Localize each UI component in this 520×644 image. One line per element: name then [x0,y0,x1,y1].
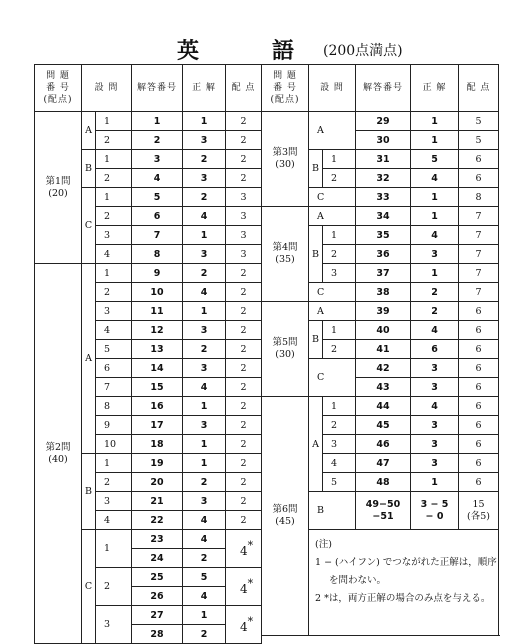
sub-index: 4 [96,511,132,530]
header-correct: 正 解 [411,65,459,112]
points: 8 [459,188,499,207]
correct-answer: 4 [411,169,459,188]
sub-index: 3 [96,302,132,321]
correct-answer: 2 [183,188,226,207]
answer-no: 14 [132,359,183,378]
answer-no: 38 [356,283,411,302]
answer-no: 48 [356,473,411,492]
points: 2 [226,397,262,416]
points: 3 [226,226,262,245]
sub-index: 2 [323,340,356,359]
correct-answer: 2 [411,283,459,302]
table-row [262,302,499,321]
correct-answer: 4 [183,283,226,302]
answer-no: 3 [132,150,183,169]
correct-answer: 5 [411,150,459,169]
group-label: A [82,264,96,454]
sub-index: 9 [96,416,132,435]
points: 6 [459,359,499,378]
answer-no: 12 [132,321,183,340]
points: 5 [459,131,499,150]
points: 3 [226,245,262,264]
sub-index: 10 [96,435,132,454]
answer-no: 39 [356,302,411,321]
correct-answer: 3 [411,359,459,378]
sub-index: 3 [96,492,132,511]
points-star [226,530,262,568]
points: 7 [459,283,499,302]
correct-answer: 3 [411,454,459,473]
correct-answer: 2 [183,473,226,492]
answer-no: 21 [132,492,183,511]
points-star [226,606,262,644]
correct-answer: 3 [183,169,226,188]
correct-answer: 2 [183,264,226,283]
points: 2 [226,416,262,435]
points: 6 [459,454,499,473]
group-label: B [309,150,323,188]
sub-index: 2 [96,473,132,492]
points: 2 [226,359,262,378]
answer-no: 36 [356,245,411,264]
section-label: 第1問 (20) [35,112,82,264]
section-label: 第5問 (30) [262,302,309,397]
correct-answer: 1 [183,397,226,416]
answer-no: 40 [356,321,411,340]
correct-answer: 1 [411,473,459,492]
note-1a: 1 − (ハイフン) でつながれた正解は，順序 [315,557,497,568]
correct-answer: 1 [183,302,226,321]
header-answer-no: 解答番号 [132,65,183,112]
points: 4 [240,620,248,634]
correct-answer: 2 [183,625,226,644]
title-char-1: 英 [177,38,200,64]
answer-no: 9 [132,264,183,283]
answer-no: 45 [356,416,411,435]
answer-no: 29 [356,112,411,131]
section-label: 第6問 (45) [262,397,309,636]
points-star [226,568,262,606]
header-row [262,65,499,112]
group-label: C [82,530,96,644]
group-label: C [309,188,356,207]
answer-no: 19 [132,454,183,473]
correct-answer: 3 [183,245,226,264]
sub-index: 6 [96,359,132,378]
sub-index: 3 [96,606,132,644]
correct-answer: 1 [411,131,459,150]
correct-answer: 1 [411,207,459,226]
group-label: C [309,283,356,302]
answer-table-left [34,64,262,644]
points: 2 [226,150,262,169]
points: 6 [459,302,499,321]
correct-answer: 3 [411,416,459,435]
group-label: A [309,302,356,321]
sub-index: 1 [323,150,356,169]
sub-index: 2 [96,283,132,302]
sub-index: 1 [96,264,132,283]
points: 2 [226,169,262,188]
points: 3 [226,207,262,226]
points: 7 [459,207,499,226]
correct-answer: 3 [183,492,226,511]
header-answer-no: 解答番号 [356,65,411,112]
group-label: B [82,454,96,530]
answer-no: 43 [356,378,411,397]
answer-no: 31 [356,150,411,169]
group-label: C [82,188,96,264]
group-label: A [309,112,356,150]
answer-no: 35 [356,226,411,245]
answer-no: 47 [356,454,411,473]
points: 6 [459,435,499,454]
correct-answer: 1 [411,264,459,283]
group-label: C [309,359,356,397]
group-label: B [82,150,96,188]
answer-no: 46 [356,435,411,454]
table-row [262,112,499,131]
page-title [0,34,520,64]
answer-no: 18 [132,435,183,454]
correct-answer: 4 [183,378,226,397]
answer-no: 34 [356,207,411,226]
sub-index: 1 [96,188,132,207]
answer-no: 15 [132,378,183,397]
header-correct: 正 解 [183,65,226,112]
points: 4 [240,544,248,558]
answer-no: 22 [132,511,183,530]
points: 2 [226,302,262,321]
answer-no: 26 [132,587,183,606]
sub-index: 3 [323,264,356,283]
sub-index: 2 [96,169,132,188]
points: 2 [226,473,262,492]
answer-no: 28 [132,625,183,644]
correct-answer: 3 [411,378,459,397]
points: 3 [226,188,262,207]
answer-no: 11 [132,302,183,321]
notes [309,530,499,636]
points: 2 [226,492,262,511]
correct-answer: 1 [183,226,226,245]
correct-answer: 4 [183,587,226,606]
correct-answer: 4 [183,530,226,549]
header-points: 配 点 [226,65,262,112]
header-row [35,65,262,112]
table-row [35,112,262,131]
points: 2 [226,321,262,340]
correct-answer: 3 [183,416,226,435]
points: 6 [459,397,499,416]
sub-index: 2 [323,169,356,188]
answer-no: 23 [132,530,183,549]
answer-no: 49−50 −51 [356,492,411,530]
answer-no: 30 [356,131,411,150]
notes-heading: (注) [315,539,332,550]
sub-index: 2 [96,131,132,150]
answer-no: 13 [132,340,183,359]
answer-no: 25 [132,568,183,587]
answer-no: 6 [132,207,183,226]
answer-no: 2 [132,131,183,150]
section-label: 第4問 (35) [262,207,309,302]
points: 6 [459,169,499,188]
answer-no: 32 [356,169,411,188]
sub-index: 1 [323,321,356,340]
points: 2 [226,283,262,302]
group-label: B [309,492,356,530]
sub-index: 1 [96,454,132,473]
correct-answer: 4 [411,226,459,245]
answer-no: 42 [356,359,411,378]
points: 6 [459,416,499,435]
note-1b: を問わない。 [329,575,387,586]
star-mark: * [247,615,254,628]
section-label: 第3問 (30) [262,112,309,207]
header-question-no: 問 題 番 号 (配点) [262,65,309,112]
points: 2 [226,112,262,131]
sub-index: 8 [96,397,132,416]
note-2: 2 *は，両方正解の場合のみ点を与える。 [315,593,491,604]
header-sub-question: 設 問 [82,65,132,112]
star-mark: * [247,539,254,552]
points: 2 [226,511,262,530]
sub-index: 1 [96,530,132,568]
correct-answer: 4 [183,207,226,226]
sub-index: 1 [96,112,132,131]
points: 6 [459,473,499,492]
points: 7 [459,245,499,264]
answer-no: 27 [132,606,183,625]
group-label: B [309,226,323,283]
answer-no: 8 [132,245,183,264]
group-label: A [82,112,96,150]
answer-no: 4 [132,169,183,188]
correct-answer: 3 − 5 − 0 [411,492,459,530]
title-points: (200点満点) [323,43,403,59]
correct-answer: 2 [183,340,226,359]
sub-index: 2 [96,207,132,226]
correct-answer: 3 [411,435,459,454]
sub-index: 3 [96,226,132,245]
table-row [262,397,499,416]
title-char-2: 語 [272,38,295,64]
answer-no: 24 [132,549,183,568]
answer-no: 16 [132,397,183,416]
correct-answer: 3 [183,131,226,150]
correct-answer: 1 [183,112,226,131]
points: 7 [459,226,499,245]
answer-no: 33 [356,188,411,207]
correct-answer: 5 [183,568,226,587]
answer-no: 7 [132,226,183,245]
correct-answer: 1 [183,454,226,473]
sub-index: 4 [96,321,132,340]
sub-index: 1 [323,397,356,416]
points: 2 [226,264,262,283]
sub-index: 2 [323,416,356,435]
correct-answer: 2 [183,150,226,169]
sub-index: 1 [96,150,132,169]
answer-no: 41 [356,340,411,359]
answer-no: 37 [356,264,411,283]
answer-no: 5 [132,188,183,207]
points: 5 [459,112,499,131]
correct-answer: 1 [183,435,226,454]
correct-answer: 1 [183,606,226,625]
answer-no: 20 [132,473,183,492]
star-mark: * [247,577,254,590]
points: 6 [459,321,499,340]
answer-table-right [261,64,499,636]
points: 6 [459,150,499,169]
header-points: 配 点 [459,65,499,112]
correct-answer: 3 [183,359,226,378]
correct-answer: 4 [411,321,459,340]
points: 7 [459,264,499,283]
sub-index: 2 [323,245,356,264]
points: 2 [226,378,262,397]
correct-answer: 2 [183,549,226,568]
points: 4 [240,582,248,596]
points: 6 [459,340,499,359]
table-row [35,264,262,283]
points: 2 [226,435,262,454]
points: 2 [226,454,262,473]
points: 15 (各5) [459,492,499,530]
sub-index: 4 [96,245,132,264]
header-question-no: 問 題 番 号 (配点) [35,65,82,112]
answer-no: 44 [356,397,411,416]
section-label: 第2問 (40) [35,264,82,644]
sub-index: 7 [96,378,132,397]
correct-answer: 3 [183,321,226,340]
correct-answer: 3 [411,245,459,264]
correct-answer: 2 [411,302,459,321]
sub-index: 5 [323,473,356,492]
correct-answer: 4 [411,397,459,416]
sub-index: 1 [323,226,356,245]
sub-index: 3 [323,435,356,454]
answer-no: 10 [132,283,183,302]
correct-answer: 1 [411,188,459,207]
correct-answer: 4 [183,511,226,530]
header-sub-question: 設 問 [309,65,356,112]
answer-no: 1 [132,112,183,131]
points: 2 [226,131,262,150]
points: 6 [459,378,499,397]
group-label: A [309,207,356,226]
sub-index: 5 [96,340,132,359]
sub-index: 4 [323,454,356,473]
group-label: B [309,321,323,359]
answer-no: 17 [132,416,183,435]
sub-index: 2 [96,568,132,606]
group-label: A [309,397,323,492]
correct-answer: 6 [411,340,459,359]
table-row [262,207,499,226]
points: 2 [226,340,262,359]
correct-answer: 1 [411,112,459,131]
